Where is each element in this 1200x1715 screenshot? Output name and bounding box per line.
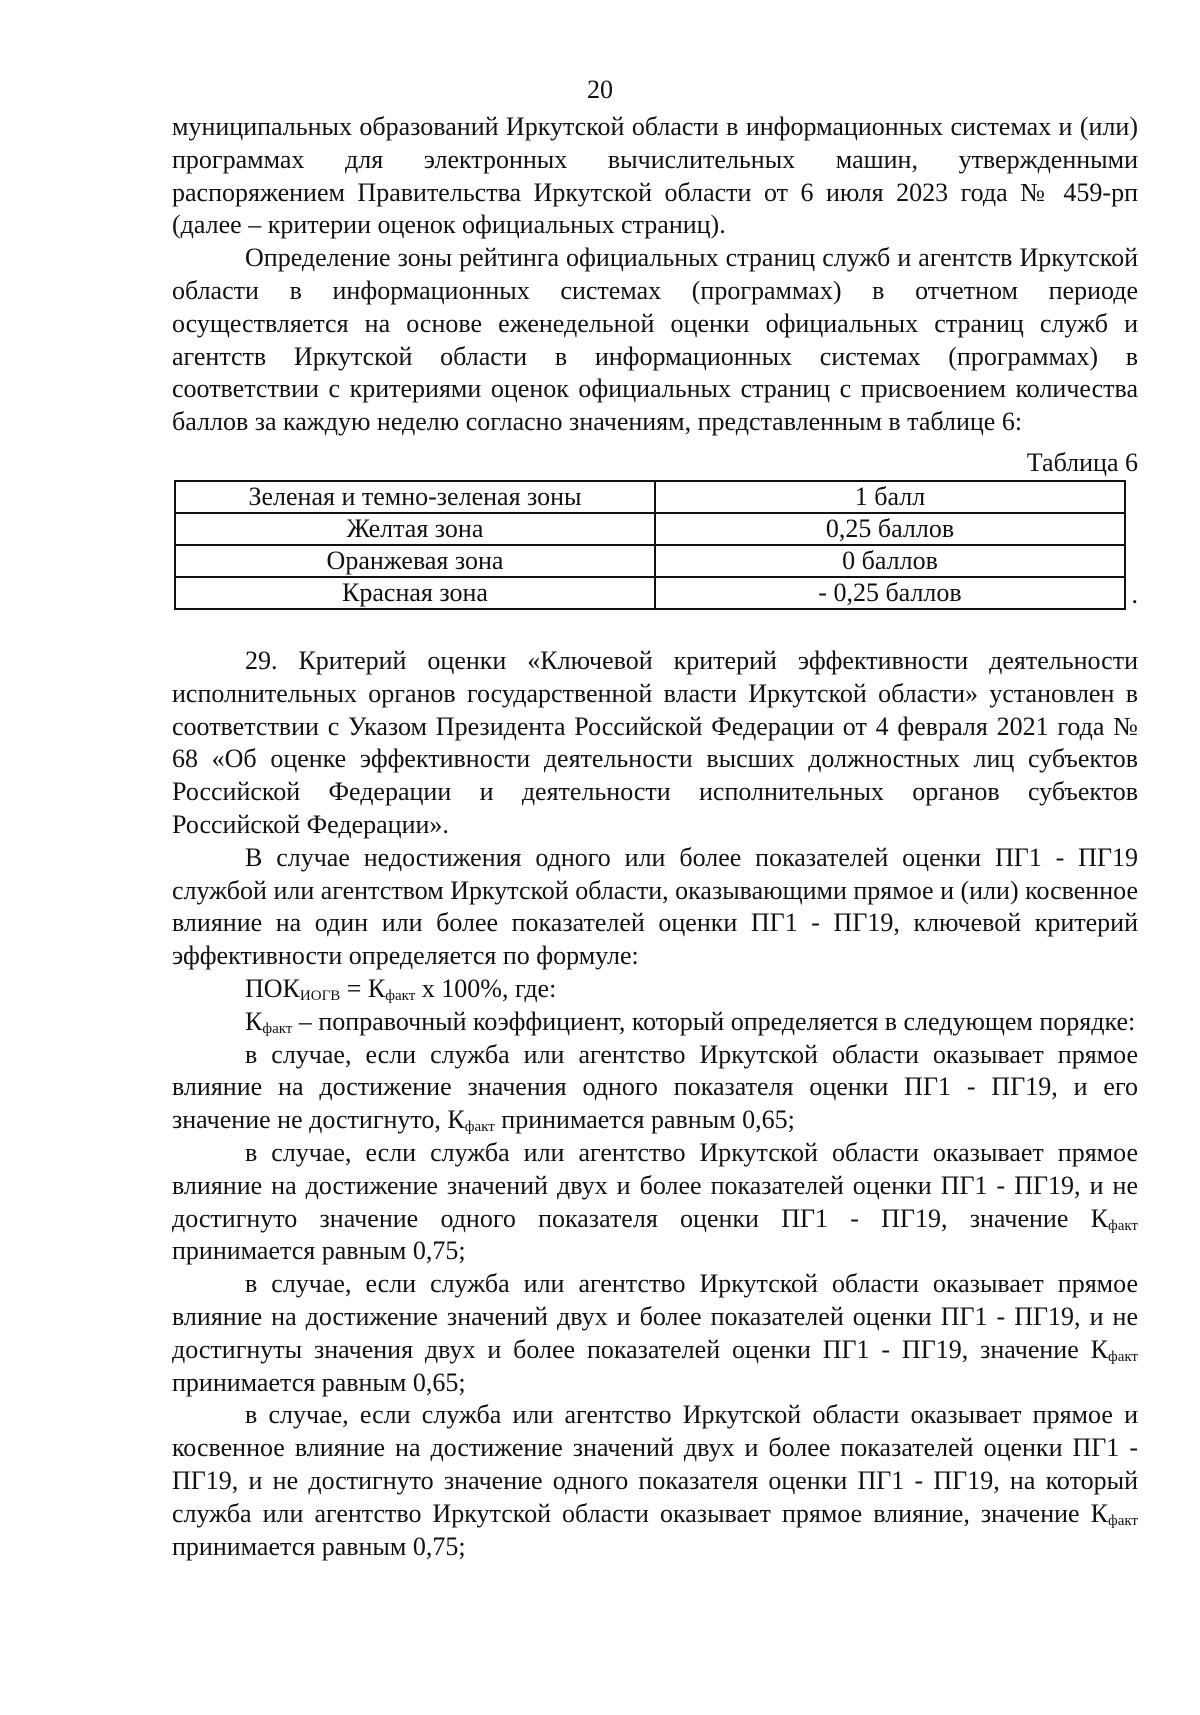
top-text-block xyxy=(172,111,1138,439)
case-3-after: принимается равным 0,65; xyxy=(172,1367,466,1397)
case-2-before: в случае, если служба или агентство Иркутской области оказывает прямое влияние на достижение значений двух и более показателей оценки ПГ1 - ПГ19, и не достигнуто значение одного показателя оценки ПГ1 - ПГ19, значение xyxy=(172,1137,1138,1233)
case-4-before: в случае, если служба или агентство Иркутской области оказывает прямое и косвенное влияние на достижение значений двух и более показателей оценки ПГ1 - ПГ19, и не достигнуто значение одного показателя оценки ПГ1 - ПГ19, на который служба или агентство Иркутской области оказывает прямое влияние, значение xyxy=(172,1400,1138,1528)
case-4-k-subscript: факт xyxy=(1107,1512,1138,1529)
case-2-k: К xyxy=(1090,1203,1108,1233)
case-1-k: К xyxy=(447,1105,465,1135)
score-cell: 1 балл xyxy=(655,481,1125,513)
formula-equals: = xyxy=(340,973,368,1003)
table-section xyxy=(172,447,1138,610)
zone-cell: Зеленая и темно-зеленая зоны xyxy=(175,481,655,513)
case-3-k: К xyxy=(1090,1334,1108,1364)
table-caption: Таблица 6 xyxy=(1026,448,1138,477)
zones-table xyxy=(174,480,1126,610)
case-3-k-subscript: факт xyxy=(1107,1348,1138,1365)
formula-rest: х 100%, где: xyxy=(415,973,557,1003)
page-number: 20 xyxy=(587,75,613,104)
paragraph-rating-zone: Определение зоны рейтинга официальных страниц служб и агентств Иркутской области в информационных системах (программах) в отчетном периоде осуществляется на основе еженедельной оценки официальных страниц служб и агентств Иркутской области в информационных системах (программах) в соответствии с критериями оценок официальных страниц с присвоением количества баллов за каждую неделю согласно значениям, представленным в таблице 6: xyxy=(172,243,1138,437)
table-wrap xyxy=(172,480,1138,610)
formula-pok: ПОК xyxy=(245,973,300,1003)
paragraph-29: 29. Критерий оценки «Ключевой критерий эффективности деятельности исполнительных органов государственной власти Иркутской области» установлен в соответствии с Указом Президента Российской Федерации от 4 февраля 2021 года № 68 «Об оценке эффективности деятельности высших должностных лиц субъектов Российской Федерации и деятельности исполнительных органов субъектов Российской Федерации». xyxy=(172,646,1138,839)
formula-line xyxy=(172,973,1138,1006)
formula-pok-subscript: ИОГВ xyxy=(299,987,341,1004)
definition-k-subscript: факт xyxy=(262,1020,293,1037)
case-2-k-subscript: факт xyxy=(1107,1217,1138,1234)
main-text-block xyxy=(172,645,1138,1563)
case-1-before: в случае, если служба или агентство Иркутской области оказывает прямое влияние на достижение значения одного показателя оценки ПГ1 - ПГ19, и его значение не достигнуто, xyxy=(172,1039,1138,1135)
zone-cell: Желтая зона xyxy=(175,513,655,545)
case-4-after: принимается равным 0,75; xyxy=(172,1531,466,1561)
table-row xyxy=(175,545,1125,577)
case-1-k-subscript: факт xyxy=(464,1119,495,1136)
table-row xyxy=(175,513,1125,545)
score-cell: 0 баллов xyxy=(655,545,1125,577)
score-cell: 0,25 баллов xyxy=(655,513,1125,545)
table-row xyxy=(175,481,1125,513)
table-row xyxy=(175,577,1125,609)
formula-k: К xyxy=(367,973,386,1003)
paragraph-formula-intro: В случае недостижения одного или более показателей оценки ПГ1 - ПГ19 службой или агентством Иркутской области, оказывающими прямое и (или) косвенное влияние на один или более показателей оценки ПГ1 - ПГ19, ключевой критерий эффективности определяется по формуле: xyxy=(172,842,1138,971)
definition-k: К xyxy=(245,1006,263,1036)
zone-cell: Оранжевая зона xyxy=(175,545,655,577)
formula-k-subscript: факт xyxy=(385,987,416,1004)
case-2-after: принимается равным 0,75; xyxy=(172,1236,466,1266)
paragraph-case-1 xyxy=(172,1039,1138,1137)
paragraph-k-definition xyxy=(172,1006,1138,1039)
paragraph-case-3 xyxy=(172,1268,1138,1399)
paragraph-continuation: муниципальных образований Иркутской области в информационных системах и (или) программах для электронных вычислительных машин, утвержденными распоряжением Правительства Иркутской области от 6 июля 2023 года № 459-рп (далее – критерии оценок официальных страниц). xyxy=(172,112,1138,240)
paragraph-case-2 xyxy=(172,1137,1138,1268)
case-1-after: принимается равным 0,65; xyxy=(494,1105,795,1135)
table-trailing-dot: . xyxy=(1131,580,1138,609)
paragraph-case-4 xyxy=(172,1399,1138,1563)
case-4-k: К xyxy=(1090,1498,1108,1528)
definition-text: – поправочный коэффициент, который определяется в следующем порядке: xyxy=(292,1006,1136,1036)
case-3-before: в случае, если служба или агентство Иркутской области оказывает прямое влияние на достижение значений двух и более показателей оценки ПГ1 - ПГ19, и не достигнуты значения двух и более показателей оценки ПГ1 - ПГ19, значение xyxy=(172,1269,1138,1364)
zone-cell: Красная зона xyxy=(175,577,655,609)
score-cell: - 0,25 баллов xyxy=(655,577,1125,609)
